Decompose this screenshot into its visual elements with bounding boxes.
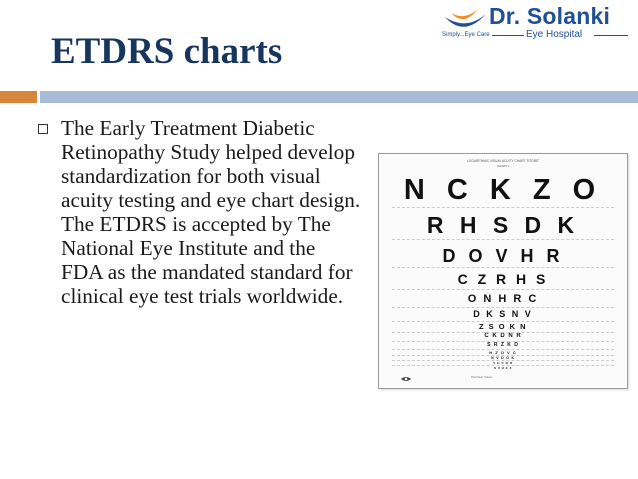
title-divider-bar	[40, 91, 638, 103]
chart-header: LOGARITHMIC VISUAL ACUITY CHART "ETDRS"	[467, 159, 540, 163]
chart-footer: Precision Vision	[471, 375, 493, 379]
chart-row-5: O N H R C	[467, 293, 539, 305]
chart-row-7: Z S O K N	[478, 322, 528, 331]
chart-row-11: N V D O K	[491, 356, 515, 360]
chart-row-8: C K D N R	[484, 333, 522, 339]
chart-row-rule	[392, 307, 614, 308]
chart-subheader: CHART 1	[497, 164, 510, 168]
bullet-text: The Early Treatment Diabetic Retinopathy Study helped develop standardization for both visual acuity testing and eye chart design. The ETDRS is accepted by The National Eye Institute and the FDA as the mandated standard for clinical eye test trials worldwide.	[61, 116, 361, 308]
logo-divider-left	[492, 35, 524, 36]
chart-row-3: D O V H R	[442, 246, 564, 266]
chart-row-rule	[392, 341, 614, 342]
chart-row-rule	[392, 360, 614, 361]
logo-name: Dr. Solanki	[489, 3, 611, 29]
title-accent-bar	[0, 91, 37, 103]
chart-row-10: H Z O V C	[489, 350, 517, 355]
hospital-logo	[440, 3, 630, 42]
chart-row-12: V H C N O	[493, 361, 513, 365]
chart-row-rule	[392, 349, 614, 350]
chart-row-rule	[392, 267, 614, 268]
chart-row-rule	[392, 355, 614, 356]
logo-tagline: Simply...Eye Care	[442, 32, 490, 38]
slide-title: ETDRS charts	[51, 31, 283, 72]
chart-row-rule	[392, 207, 614, 208]
chart-row-6: D K S N V	[473, 309, 533, 319]
chart-eye-logo-icon	[401, 376, 411, 382]
chart-row-rule	[392, 321, 614, 322]
chart-row-13: S V H C Z	[493, 366, 512, 370]
chart-row-9: S R Z K D	[487, 342, 519, 348]
chart-row-1: N C K Z O	[403, 174, 603, 206]
chart-row-rule	[392, 365, 614, 366]
chart-row-2: R H S D K	[426, 212, 580, 238]
bullet-square-icon	[38, 124, 48, 134]
chart-row-rule	[392, 289, 614, 290]
logo-subtitle: Eye Hospital	[526, 29, 583, 40]
chart-row-4: C Z R H S	[457, 271, 549, 287]
chart-row-rule	[392, 332, 614, 333]
chart-row-rule	[392, 239, 614, 240]
logo-divider-right	[594, 35, 628, 36]
etdrs-chart-image	[378, 153, 628, 389]
